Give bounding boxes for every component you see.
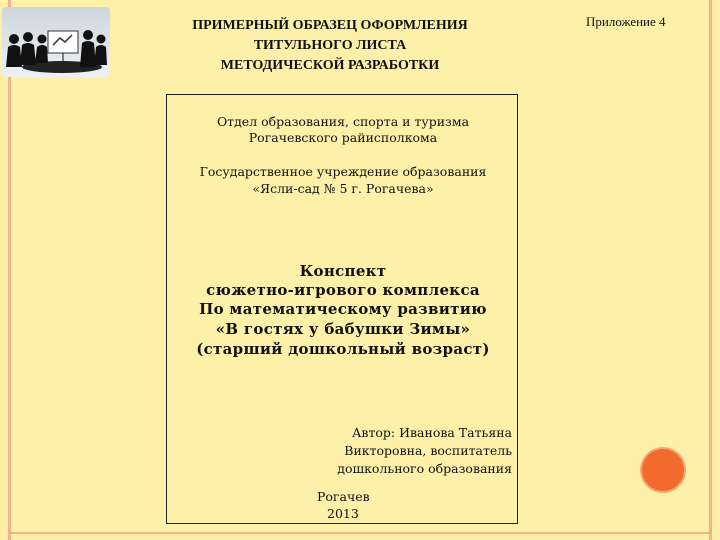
meeting-presentation-icon: [2, 7, 110, 77]
left-border-line: [8, 0, 11, 540]
work-title-line: По математическому развитию: [199, 300, 487, 318]
work-title-line: «В гостях у бабушки Зимы»: [215, 320, 471, 338]
work-title-line: Конспект: [299, 262, 387, 280]
year-label: 2013: [327, 506, 359, 521]
department-line: Рогачевского райисполкома: [248, 130, 438, 145]
work-title-line: (старший дошкольный возраст): [196, 340, 490, 358]
heading-line: МЕТОДИЧЕСКОЙ РАЗРАБОТКИ: [220, 58, 440, 73]
heading-line: ТИТУЛЬНОГО ЛИСТА: [253, 38, 407, 53]
appendix-label: Приложение 4: [586, 14, 666, 29]
heading-line: ПРИМЕРНЫЙ ОБРАЗЕЦ ОФОРМЛЕНИЯ: [192, 18, 468, 33]
author-line: дошкольного образования: [337, 461, 512, 476]
department-line: Отдел образования, спорта и туризма: [216, 114, 470, 129]
decorative-circle: [642, 449, 684, 491]
bottom-border-line: [8, 532, 712, 534]
right-border-line: [709, 0, 712, 540]
author-line: Викторовна, воспитатель: [344, 443, 512, 458]
title-page-frame: [166, 94, 518, 524]
work-title-line: сюжетно-игрового комплекса: [206, 281, 480, 299]
city-label: Рогачев: [317, 489, 370, 504]
institution-line: «Ясли-сад № 5 г. Рогачева»: [252, 181, 434, 196]
institution-line: Государственное учреждение образования: [199, 164, 487, 179]
author-line: Автор: Иванова Татьяна: [351, 425, 512, 440]
page-heading: [130, 16, 530, 76]
